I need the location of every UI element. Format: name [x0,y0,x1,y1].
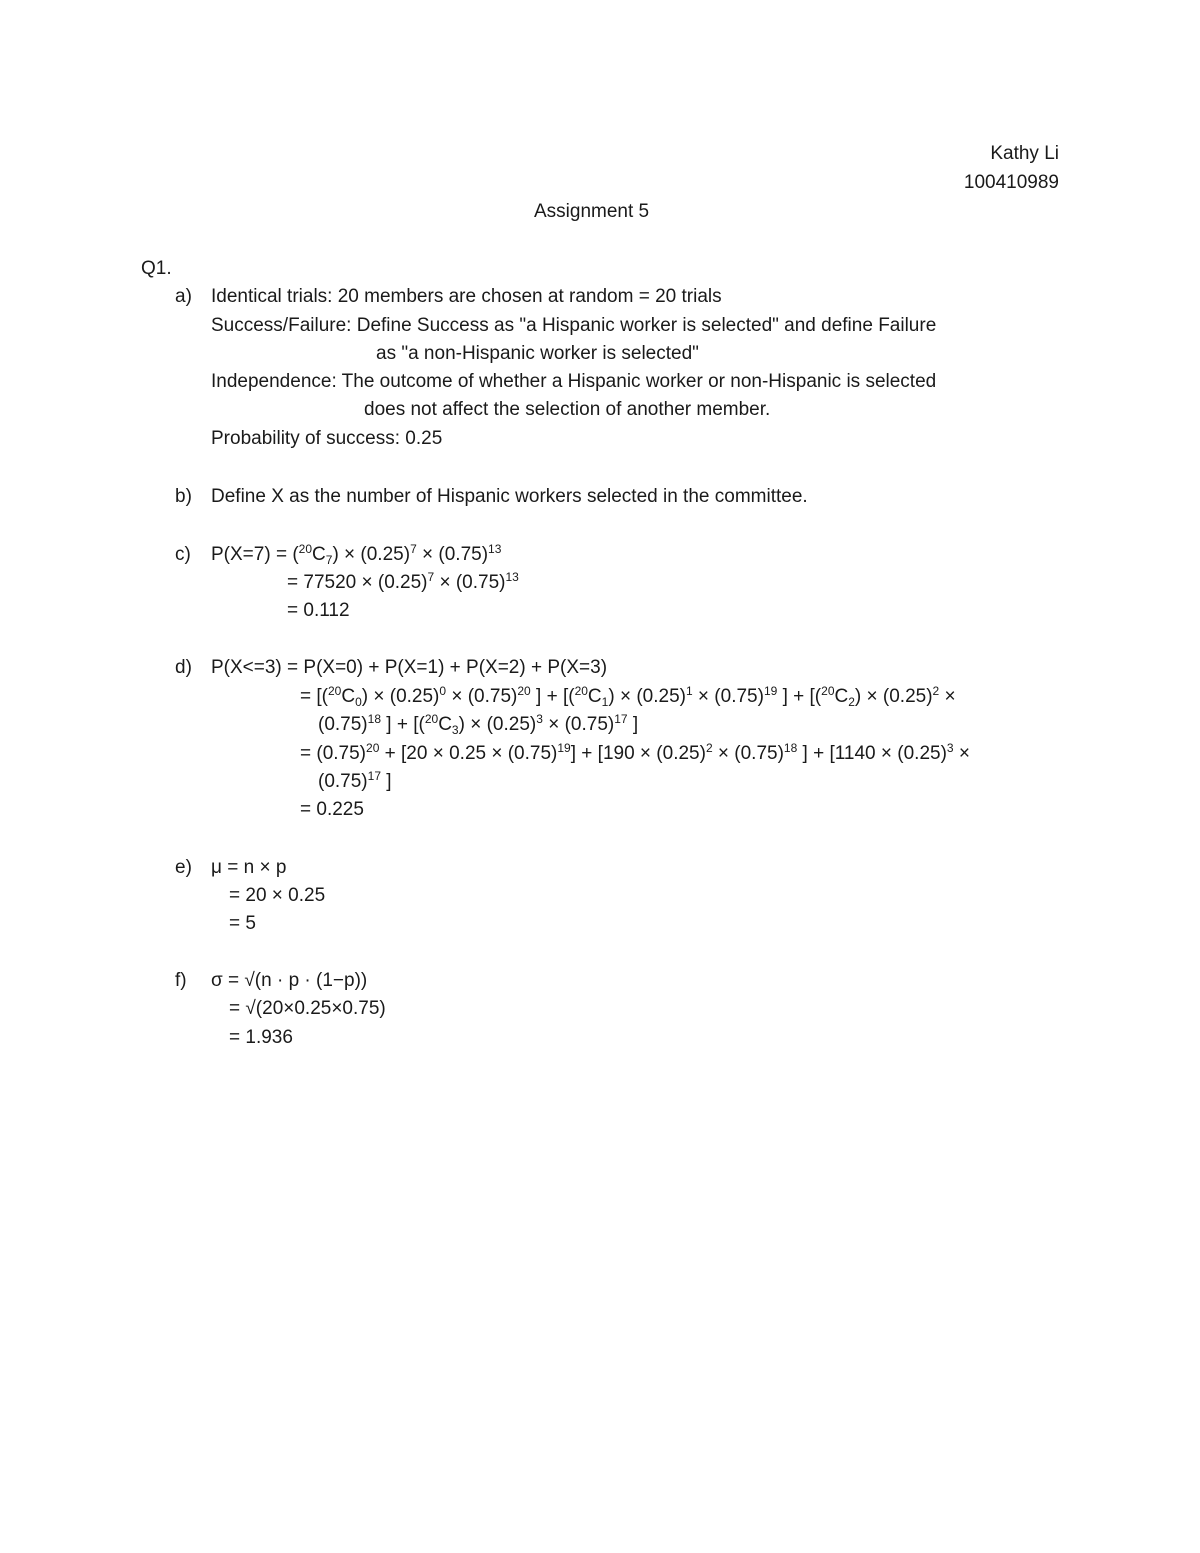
part-d-expansion-2: $(0.75)^{18}$ ] + [$(^{20}C_3) \times (0.25)^3 \times (0.75)^{17}$ ] [318,712,639,737]
part-e-result: = 5 [229,913,256,934]
student-id: 100410989 [963,172,1059,193]
part-f-substitution: = √(20×0.25×0.75) [229,998,386,1019]
document-title: Assignment 5 [534,201,650,222]
part-b-marker: b) [175,486,192,507]
part-f-formula: σ = √(n · p · (1−p)) [211,970,368,991]
question-label: Q1. [141,258,172,279]
author-name: Kathy Li [990,143,1059,164]
part-a-independence: Independence: The outcome of whether a Hispanic worker or non-Hispanic is selected [211,371,937,392]
part-e-substitution: = 20 × 0.25 [229,885,326,906]
part-c-marker: c) [175,544,191,565]
part-d-marker: d) [175,657,192,678]
part-c-substitution: = $77520 \times (0.25)^7 \times (0.75)^{13}$ [287,570,519,593]
part-f-result: = 1.936 [229,1027,293,1048]
part-f-marker: f) [175,970,187,991]
part-d-evaluation-1: = $(0.75)^{20} + [20 \times 0.25 \times (0.75)^{19}] + [190 \times (0.25)^2 \times (0.75)^{18}$ ] + [$1140 \times (0.25)^3$ × [300,741,970,764]
part-d-evaluation-2: $(0.75)^{17}$ ] [318,769,392,792]
part-a-success-failure: Success/Failure: Define Success as "a Hispanic worker is selected" and define Failure [211,315,937,336]
part-e-formula: μ = n × p [211,857,287,878]
part-c-formula: $P(X=7) = (^{20}C_7) \times (0.25)^7 \times (0.75)^{13}$ [211,542,502,567]
part-d-expansion-1: = [$(^{20}C_0) \times (0.25)^0 \times (0.75)^{20}$ ] + [$(^{20}C_1) \times (0.25)^1 \times (0.75)^{19}$ ] + [$(^{20}C_2) \times (0.25)^2$ × [300,684,956,709]
part-a-independence-cont: does not affect the selection of another member. [364,399,771,420]
part-d-formula: P(X<=3) = P(X=0) + P(X=1) + P(X=2) + P(X=3) [211,657,608,678]
part-c-result: = 0.112 [287,600,350,621]
part-a-success-failure-cont: as "a non-Hispanic worker is selected" [376,343,699,364]
part-b-definition: Define X as the number of Hispanic workers selected in the committee. [211,486,808,507]
part-a-probability: Probability of success: 0.25 [211,428,443,449]
part-a-marker: a) [175,286,192,307]
part-d-result: = 0.225 [300,799,364,820]
part-a-identical-trials: Identical trials: 20 members are chosen at random = 20 trials [211,286,722,307]
part-e-marker: e) [175,857,192,878]
